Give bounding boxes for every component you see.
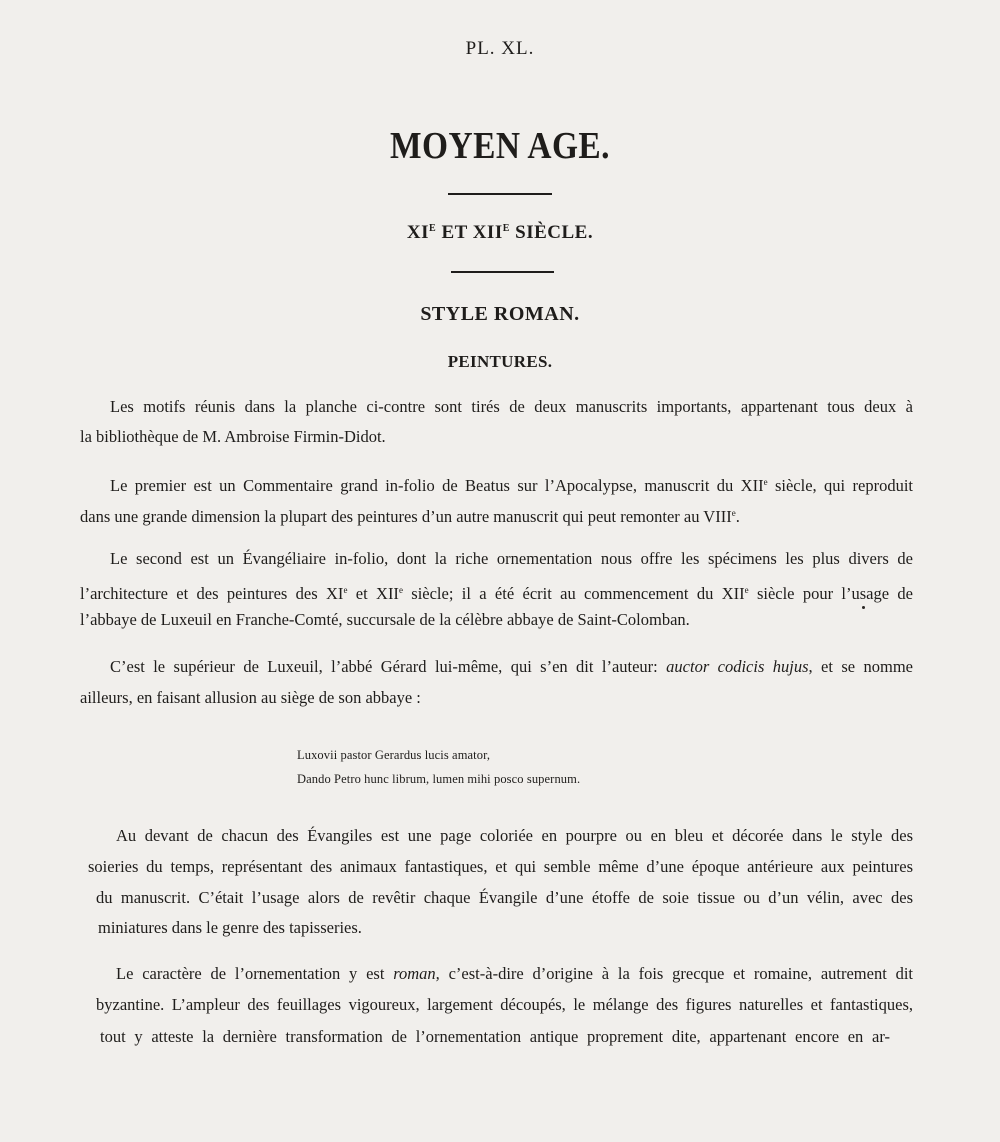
paragraph-5-line-4: miniatures dans le genre des tapisseries. (98, 918, 362, 937)
paragraph-3-line-2: l’architecture et des peintures des XIe et XIIe siècle; il a été écrit au commencement du XIIe siècle pour l’usage de (80, 584, 913, 603)
paragraph-1-line-2: la bibliothèque de M. Ambroise Firmin-Didot. (80, 427, 386, 446)
paragraph-6-line-1: Le caractère de l’ornementation y est roman, c’est-à-dire d’origine à la fois grecque et romaine, autrement dit (116, 964, 913, 983)
page-title: MOYEN AGE. (390, 125, 610, 167)
ink-speck (862, 606, 865, 609)
paragraph-1-line-1: Les motifs réunis dans la planche ci-contre sont tirés de deux manuscrits importants, appartenant tous deux à (110, 397, 913, 416)
paragraph-6-line-3: tout y atteste la dernière transformation de l’ornementation antique proprement dite, appartenant encore en ar- (100, 1027, 890, 1046)
title-divider (448, 193, 552, 195)
verse-line-1: Luxovii pastor Gerardus lucis amator, (297, 748, 491, 762)
paragraph-3-line-3: l’abbaye de Luxeuil en Franche-Comté, succursale de la célèbre abbaye de Saint-Colomban. (80, 610, 690, 629)
paragraph-2-line-2: dans une grande dimension la plupart des peintures d’un autre manuscrit qui peut remonter au VIIIe. (80, 507, 740, 526)
verse-line-2: Dando Petro hunc librum, lumen mihi posco supernum. (297, 772, 581, 786)
century-divider (451, 271, 554, 273)
paragraph-6-line-2: byzantine. L’ampleur des feuillages vigoureux, largement découpés, le mélange des figures naturelles et fantastiques, (96, 995, 913, 1014)
paragraph-3-line-1: Le second est un Évangéliaire in-folio, dont la riche ornementation nous offre les spécimens les plus divers de (110, 549, 913, 568)
paragraph-4-line-2: ailleurs, en faisant allusion au siège de son abbaye : (80, 688, 421, 707)
section-heading: PEINTURES. (447, 352, 553, 371)
paragraph-5-line-1: Au devant de chacun des Évangiles est une page coloriée en pourpre ou en bleu et décorée dans le style des (116, 826, 913, 845)
paragraph-2-line-1: Le premier est un Commentaire grand in-folio de Beatus sur l’Apocalypse, manuscrit du XIIe siècle, qui reproduit (110, 476, 913, 495)
century-heading: $XI^E$ ET $XII^E$ SIÈCLE. (406, 222, 594, 243)
paragraph-5-line-2: soieries du temps, représentant des animaux fantastiques, et qui semble même d’une époque antérieure aux peintures (88, 857, 913, 876)
style-heading: STYLE ROMAN. (420, 303, 580, 325)
plate-number: PL. XL. (465, 38, 535, 59)
paragraph-5-line-3: du manuscrit. C’était l’usage alors de revêtir chaque Évangile d’une étoffe de soie tissue ou d’un vélin, avec des (96, 888, 913, 907)
paragraph-4-line-1: C’est le supérieur de Luxeuil, l’abbé Gérard lui-même, qui s’en dit l’auteur: auctor codicis hujus, et se nomme (110, 657, 913, 676)
